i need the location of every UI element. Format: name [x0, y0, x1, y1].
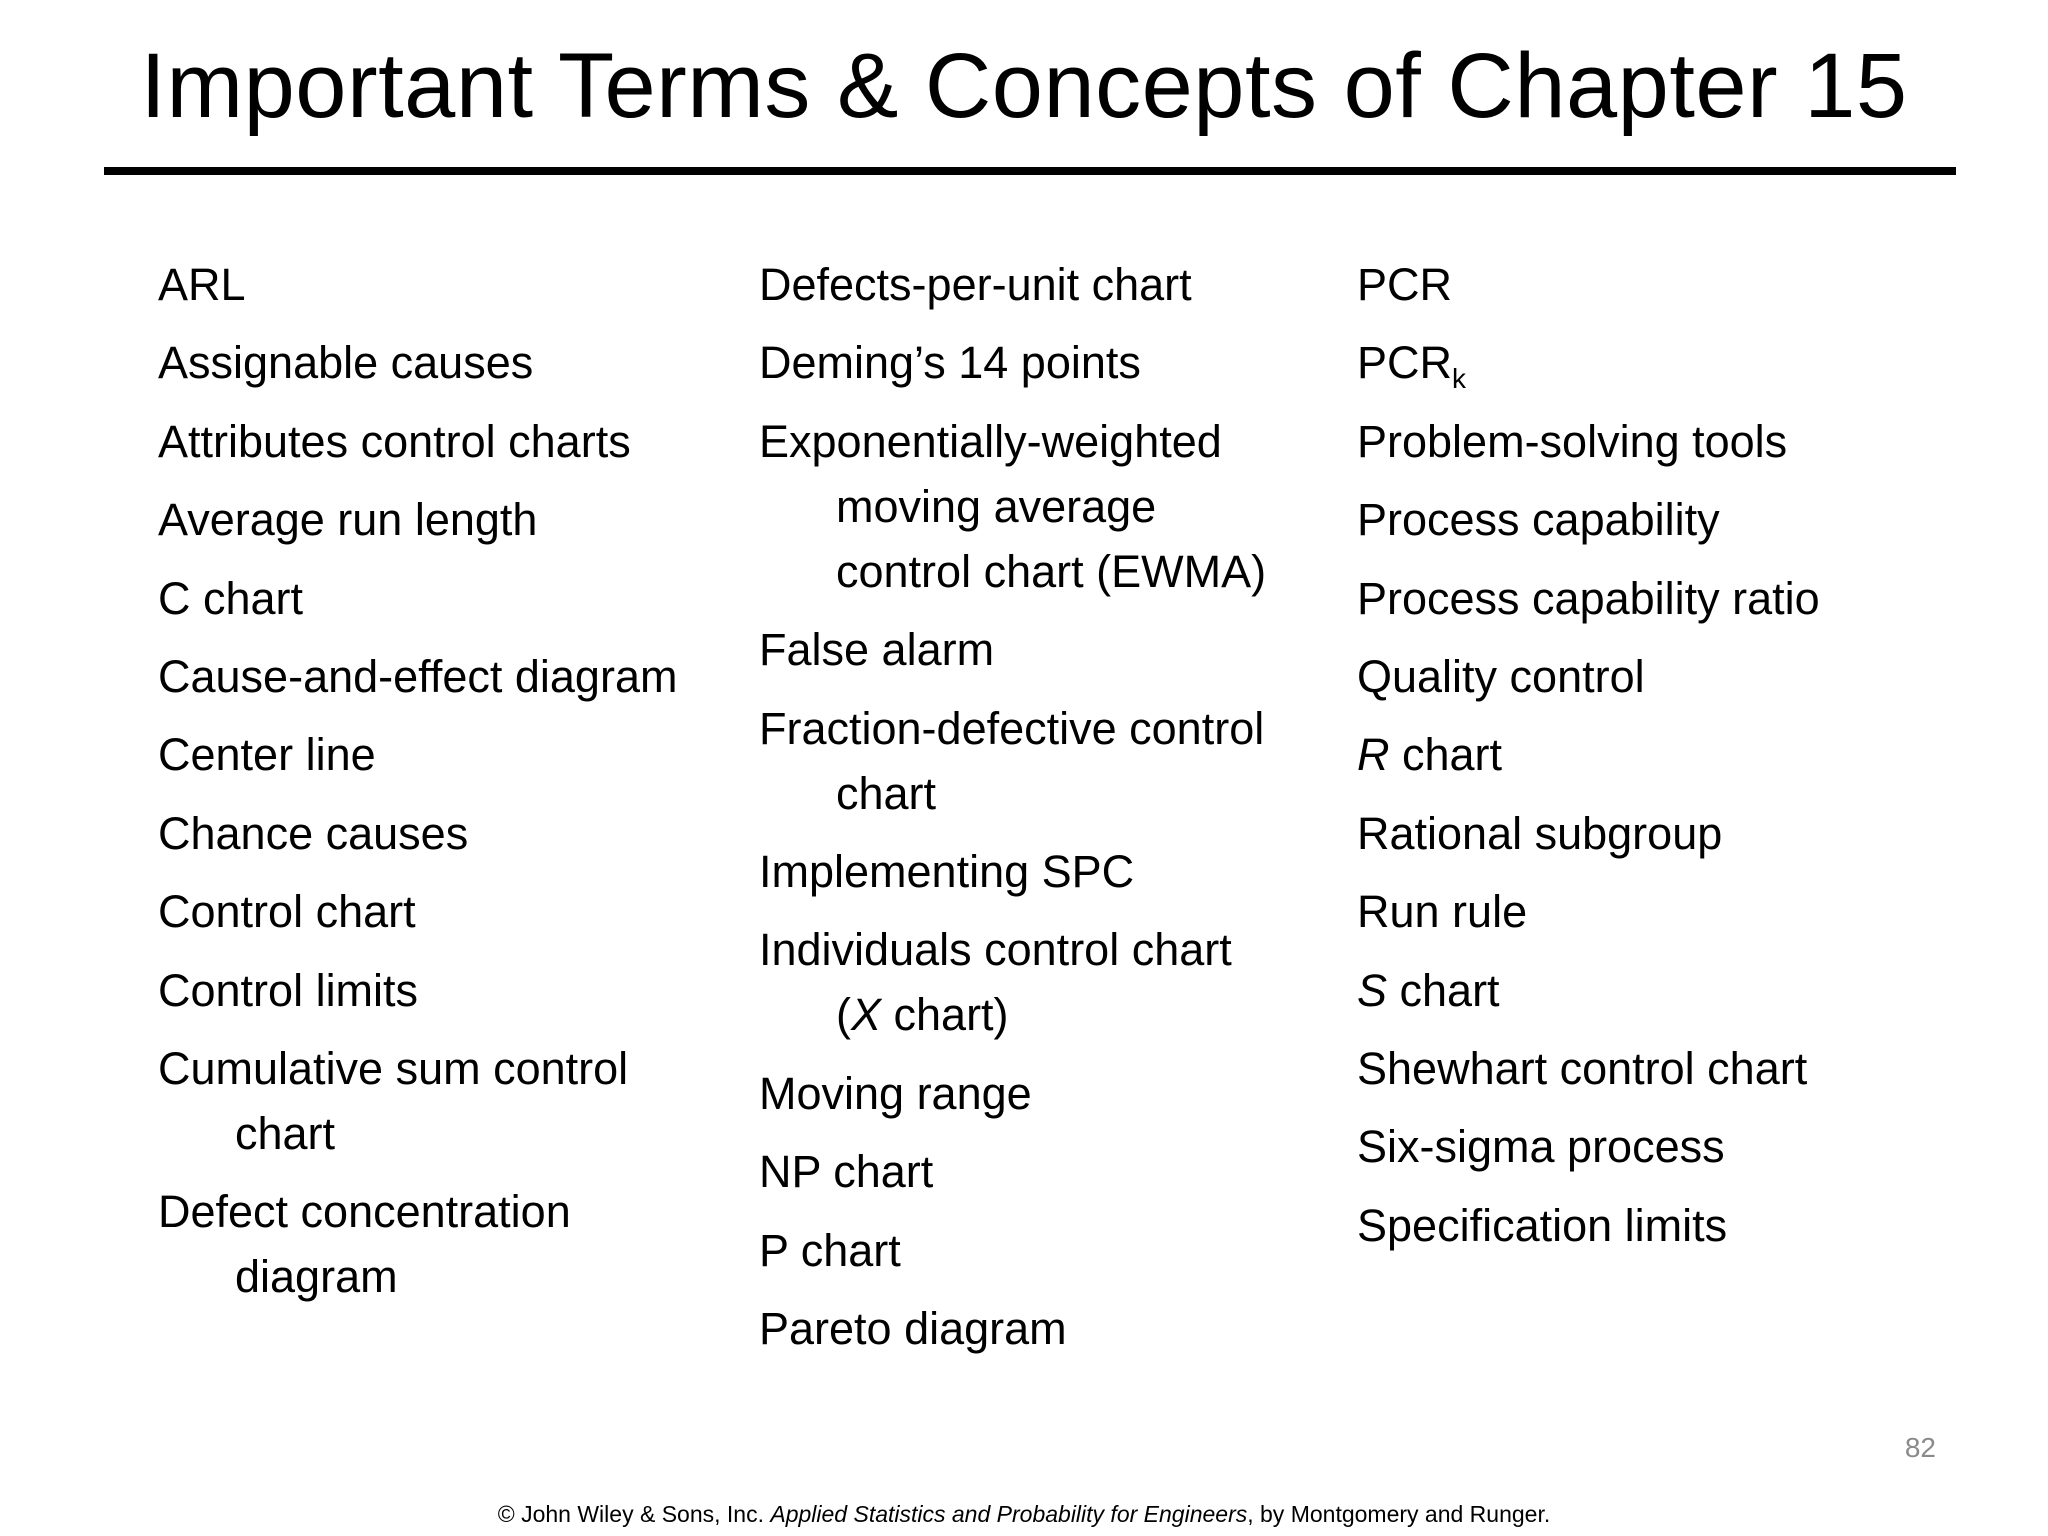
- term-item: Rational subgroup: [1357, 807, 1723, 859]
- page-number: 82: [1904, 1432, 1936, 1463]
- term-line-continued: chart: [836, 767, 937, 819]
- term-item: Six-sigma process: [1357, 1121, 1725, 1173]
- term-item: [1357, 330, 1997, 395]
- title-underline: [104, 167, 1956, 175]
- term-line-continued: chart: [235, 1107, 336, 1159]
- term-item: Deming’s 14 points: [759, 337, 1141, 389]
- term-item: False alarm: [759, 624, 995, 676]
- variable-s: S: [1357, 964, 1388, 1016]
- term-subscript: k: [1452, 363, 1467, 395]
- term-line: Fraction-defective control: [759, 702, 1265, 754]
- term-item: PCR: [1357, 259, 1453, 310]
- term-line: Individuals control chart: [759, 924, 1232, 976]
- term-item: [1357, 722, 1997, 787]
- terms-column-2: [759, 252, 1359, 1374]
- term-item: Implementing SPC: [759, 845, 1135, 897]
- term-item: Assignable causes: [158, 337, 534, 389]
- term-item: Process capability ratio: [1357, 572, 1820, 624]
- terms-column-1: [158, 252, 758, 1323]
- term-item: NP chart: [759, 1146, 934, 1198]
- term-line-continued: moving average: [836, 480, 1157, 532]
- term-line-continued: diagram: [235, 1251, 398, 1303]
- term-item: [759, 696, 1359, 826]
- term-item: Defects-per-unit chart: [759, 259, 1192, 310]
- variable-r: R: [1357, 729, 1390, 781]
- term-suffix: chart: [1389, 729, 1503, 781]
- term-item: Run rule: [1357, 886, 1528, 938]
- term-item: Shewhart control chart: [1357, 1042, 1808, 1094]
- term-item: Control chart: [158, 886, 416, 938]
- term-item: Specification limits: [1357, 1199, 1728, 1251]
- term-base: PCR: [1357, 337, 1453, 389]
- term-item: Center line: [158, 729, 376, 781]
- paren-open: (: [836, 989, 851, 1041]
- term-item: Chance causes: [158, 807, 469, 859]
- variable-x: X: [851, 989, 882, 1041]
- term-item: Problem-solving tools: [1357, 415, 1788, 467]
- term-item: Average run length: [158, 494, 538, 546]
- term-item: [158, 1036, 758, 1166]
- term-line-continued: [759, 982, 1359, 1047]
- term-suffix: chart: [1387, 964, 1500, 1016]
- term-item: ARL: [158, 259, 246, 310]
- term-item: P chart: [759, 1224, 901, 1276]
- term-line: Exponentially-weighted: [759, 415, 1222, 467]
- term-item: [759, 917, 1359, 1047]
- term-item: Moving range: [759, 1067, 1032, 1119]
- terms-column-3: [1357, 252, 1997, 1271]
- term-item: Process capability: [1357, 494, 1720, 546]
- copyright-footer: [0, 1501, 2048, 1528]
- term-item: Control limits: [158, 964, 419, 1016]
- term-suffix: chart): [881, 989, 1009, 1041]
- term-item: Pareto diagram: [759, 1302, 1067, 1354]
- term-item: Attributes control charts: [158, 415, 631, 467]
- slide-title: Important Terms & Concepts of Chapter 15: [140, 35, 1908, 137]
- term-item: C chart: [158, 572, 304, 624]
- term-item: Quality control: [1357, 650, 1645, 702]
- copyright-text: © John Wiley & Sons, Inc.: [497, 1501, 764, 1527]
- term-line: Cumulative sum control: [158, 1042, 629, 1094]
- term-line: Defect concentration: [158, 1186, 571, 1238]
- term-line-continued: control chart (EWMA): [836, 545, 1267, 597]
- book-title: Applied Statistics and Probability for Engineers: [770, 1501, 1248, 1527]
- term-item: [759, 409, 1359, 604]
- term-item: Cause-and-effect diagram: [158, 650, 678, 702]
- term-item: [1357, 958, 1997, 1023]
- term-item: [158, 1179, 758, 1309]
- book-authors: , by Montgomery and Runger.: [1247, 1501, 1551, 1527]
